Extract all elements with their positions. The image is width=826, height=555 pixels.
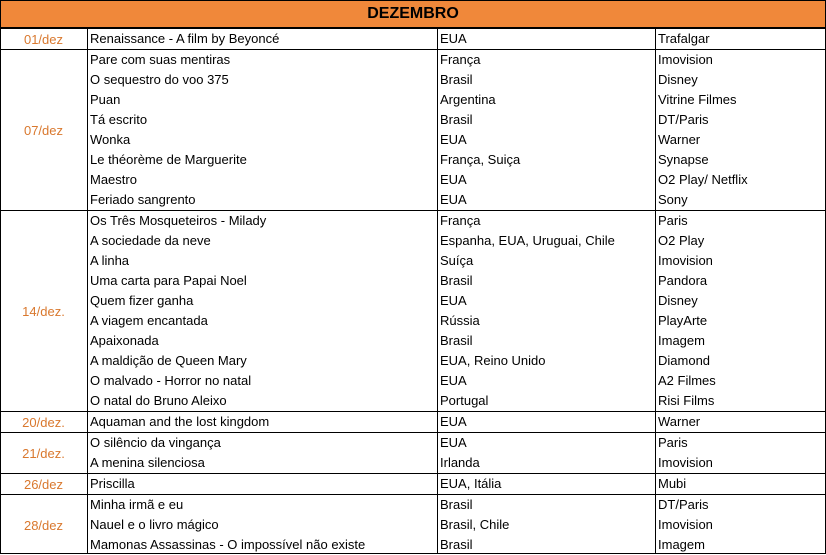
release-date-group [0,210,826,411]
table-row [87,150,826,170]
film-distributor: Warner [658,414,701,429]
release-date-group [0,473,826,494]
release-date-group [0,411,826,432]
table-row [87,291,826,311]
release-date-group [0,28,826,49]
release-date-group [0,49,826,210]
film-title: A sociedade da neve [90,233,211,248]
film-distributor: Sony [658,192,688,207]
film-title: Renaissance - A film by Beyoncé [90,31,280,46]
film-distributor: Paris [658,213,688,228]
film-distributor: Imovision [658,517,713,532]
film-title: Wonka [90,132,131,147]
film-country: Brasil [440,112,473,127]
table-row [87,495,826,515]
table-row [87,515,826,535]
film-country: França [440,52,481,67]
film-country: Espanha, EUA, Uruguai, Chile [440,233,615,248]
release-date: 07/dez [23,122,64,138]
film-distributor: Diamond [658,353,711,368]
column-divider-country [655,28,656,554]
film-distributor: Imagem [658,333,705,348]
film-distributor: Imovision [658,253,713,268]
film-country: Brasil [440,333,473,348]
film-country: Brasil [440,273,473,288]
table-row [87,29,826,49]
film-country: Brasil, Chile [440,517,510,532]
film-distributor: Trafalgar [658,31,710,46]
film-distributor: Mubi [658,476,687,491]
table-row [87,110,826,130]
release-date: 28/dez [23,517,64,533]
film-country: EUA, Reino Unido [440,353,546,368]
film-country: Suíça [440,253,474,268]
film-title: Os Três Mosqueteiros - Milady [90,213,267,228]
film-title: Mamonas Assassinas - O impossível não existe [90,537,366,552]
film-title: A viagem encantada [90,313,208,328]
film-title: Minha irmã e eu [90,497,184,512]
table-row [87,433,826,453]
table-row [87,50,826,70]
table-row [87,412,826,432]
film-title: Puan [90,92,121,107]
table-row [87,474,826,494]
table-row [87,190,826,210]
film-distributor: Synapse [658,152,709,167]
film-title: Aquaman and the lost kingdom [90,414,270,429]
film-title: Tá escrito [90,112,148,127]
table-row [87,371,826,391]
film-country: EUA [440,192,467,207]
table-row [87,311,826,331]
column-divider-title [437,28,438,554]
film-title: Le théorème de Marguerite [90,152,247,167]
film-title: Quem fizer ganha [90,293,194,308]
film-title: A menina silenciosa [90,455,205,470]
release-date: 26/dez [23,476,64,492]
film-country: EUA [440,414,467,429]
release-date: 01/dez [23,31,64,47]
table-row [87,351,826,371]
film-title: Priscilla [90,476,135,491]
film-title: Maestro [90,172,137,187]
film-distributor: PlayArte [658,313,708,328]
film-distributor: A2 Filmes [658,373,716,388]
table-row [87,170,826,190]
film-title: O silêncio da vingança [90,435,221,450]
film-distributor: Vitrine Filmes [658,92,737,107]
table-row [87,130,826,150]
column-divider-date [87,28,88,554]
film-title: O natal do Bruno Aleixo [90,393,227,408]
film-title: Uma carta para Papai Noel [90,273,247,288]
film-distributor: Imovision [658,52,713,67]
film-distributor: DT/Paris [658,497,709,512]
film-title: Apaixonada [90,333,159,348]
table-row [87,453,826,473]
film-distributor: Pandora [658,273,708,288]
film-country: Brasil [440,72,473,87]
film-distributor: Imovision [658,455,713,470]
release-date: 20/dez. [22,414,65,430]
table-row [87,90,826,110]
table-row [87,391,826,411]
film-country: Irlanda [440,455,480,470]
film-country: Argentina [440,92,496,107]
film-country: EUA, Itália [440,476,502,491]
film-title: A maldição de Queen Mary [90,353,247,368]
film-title: Nauel e o livro mágico [90,517,219,532]
release-date-group [0,432,826,473]
film-country: EUA [440,31,467,46]
film-country: EUA [440,132,467,147]
table-row [87,70,826,90]
release-date-group [0,494,826,555]
film-title: Feriado sangrento [90,192,196,207]
table-row [87,231,826,251]
film-distributor: DT/Paris [658,112,709,127]
film-distributor: Warner [658,132,701,147]
film-country: Rússia [440,313,480,328]
film-country: EUA [440,435,467,450]
film-distributor: O2 Play [658,233,705,248]
film-distributor: Disney [658,72,698,87]
release-date: 14/dez. [22,303,65,319]
table-row [87,535,826,555]
film-distributor: Imagem [658,537,705,552]
film-country: França, Suiça [440,152,521,167]
film-distributor: Risi Films [658,393,715,408]
film-distributor: O2 Play/ Netflix [658,172,748,187]
table-border-left [0,28,1,554]
table-row [87,211,826,231]
film-title: O sequestro do voo 375 [90,72,229,87]
table-row [87,251,826,271]
film-country: Portugal [440,393,489,408]
film-distributor: Disney [658,293,698,308]
month-header [0,0,826,28]
film-country: Brasil [440,497,473,512]
film-distributor: Paris [658,435,688,450]
film-country: EUA [440,172,467,187]
release-date: 21/dez. [22,445,65,461]
month-title: DEZEMBRO [367,5,459,22]
film-country: EUA [440,293,467,308]
film-title: O malvado - Horror no natal [90,373,252,388]
film-country: Brasil [440,537,473,552]
film-country: França [440,213,481,228]
table-row [87,331,826,351]
table-row [87,271,826,291]
film-title: A linha [90,253,130,268]
film-country: EUA [440,373,467,388]
film-title: Pare com suas mentiras [90,52,231,67]
